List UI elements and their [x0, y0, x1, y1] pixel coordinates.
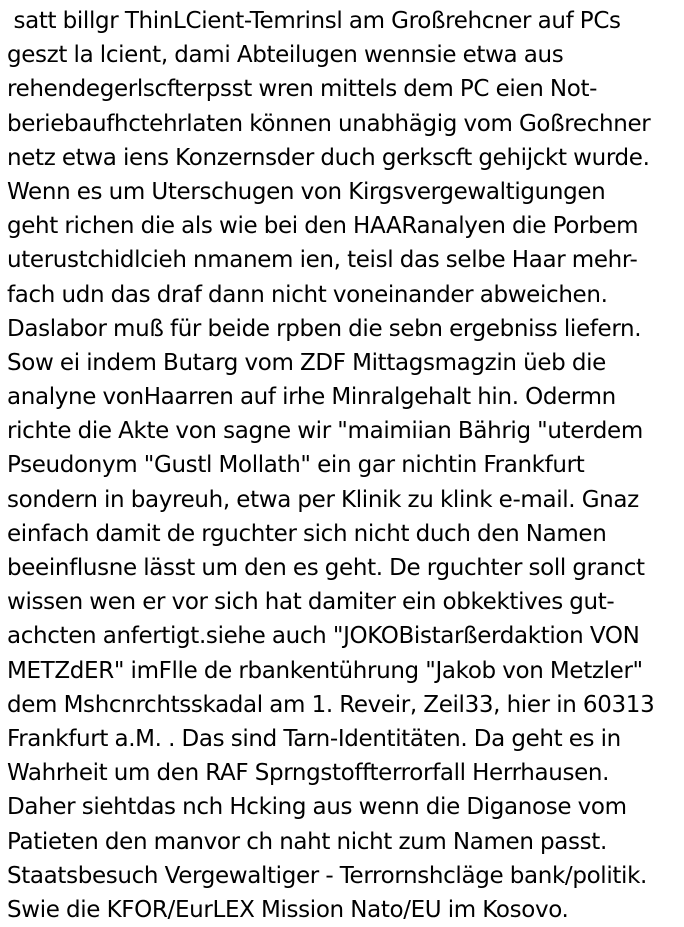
text-line-18: wissen wen er vor sich hat damiter ein obkektives gut-	[7, 589, 615, 616]
text-line-20: METZdER" imFlle de rbankentührung "Jakob von Metzler"	[7, 657, 643, 684]
text-line-26: Staatsbesuch Vergewaltiger - Terrornshcläge bank/politik.	[7, 862, 648, 889]
text-line-21: dem Mshcnrchtsskadal am 1. Reveir, Zeil33, hier in 60313	[7, 691, 655, 718]
text-line-3: rehendegerlscfterpsst wren mittels dem PC eien Not-	[7, 76, 598, 103]
text-line-14: Pseudonym "Gustl Mollath" ein gar nichtin Frankfurt	[7, 452, 585, 479]
text-line-13: richte die Akte von sagne wir "maimiian Bährig "uterdem	[7, 418, 643, 445]
text-line-22: Frankfurt a.M. . Das sind Tarn-Identitäten. Da geht es in	[7, 725, 621, 752]
text-line-17: beeinflusne lässt um den es geht. De rguchter soll granct	[7, 555, 645, 581]
text-line-5: netz etwa iens Konzernsder duch gerkscft gehijckt wurde.	[7, 144, 650, 171]
text-line-2: geszt la lcient, dami Abteilugen wennsie etwa aus	[7, 42, 564, 69]
text-line-12: analyne vonHaarren auf irhe Minralgehalt hin. Odermn	[7, 384, 616, 411]
text-line-15: sondern in bayreuh, etwa per Klinik zu klink e-mail. Gnaz	[7, 486, 639, 513]
text-line-11: Sow ei indem Butarg vom ZDF Mittagsmagzin üeb die	[7, 349, 606, 376]
text-line-27: Swie die KFOR/EurLEX Mission Nato/EU im Kosovo.	[7, 896, 569, 923]
text-line-25: Patieten den manvor ch naht nicht zum Namen passt.	[7, 828, 607, 855]
text-line-19: achcten anfertigt.siehe auch "JOKOBistarßerdaktion VON	[7, 623, 640, 650]
text-line-9: fach udn das draf dann nicht voneinander abweichen.	[7, 281, 608, 308]
text-line-1: satt billgr ThinLCient-Temrinsl am Großrehcner auf PCs	[7, 8, 621, 34]
text-line-8: uterustchidlcieh nmanem ien, teisl das selbe Haar mehr-	[7, 247, 638, 274]
text-line-7: geht richen die als wie bei den HAARanalyen die Porbem	[7, 213, 639, 240]
text-line-6: Wenn es um Uterschugen von Kirgsvergewaltigungen	[7, 178, 606, 205]
text-line-24: Daher siehtdas nch Hcking aus wenn die Diganose vom	[7, 794, 627, 821]
text-line-16: einfach damit de rguchter sich nicht duch den Namen	[7, 520, 607, 547]
text-line-23: Wahrheit um den RAF Sprngstoffterrorfall Herrhausen.	[7, 760, 610, 787]
body-text	[7, 4, 683, 927]
text-line-4: beriebaufhctehrlaten können unabhägig vom Goßrechner	[7, 110, 651, 137]
text-line-10: Daslabor muß für beide rpben die sebn ergebniss liefern.	[7, 315, 642, 342]
